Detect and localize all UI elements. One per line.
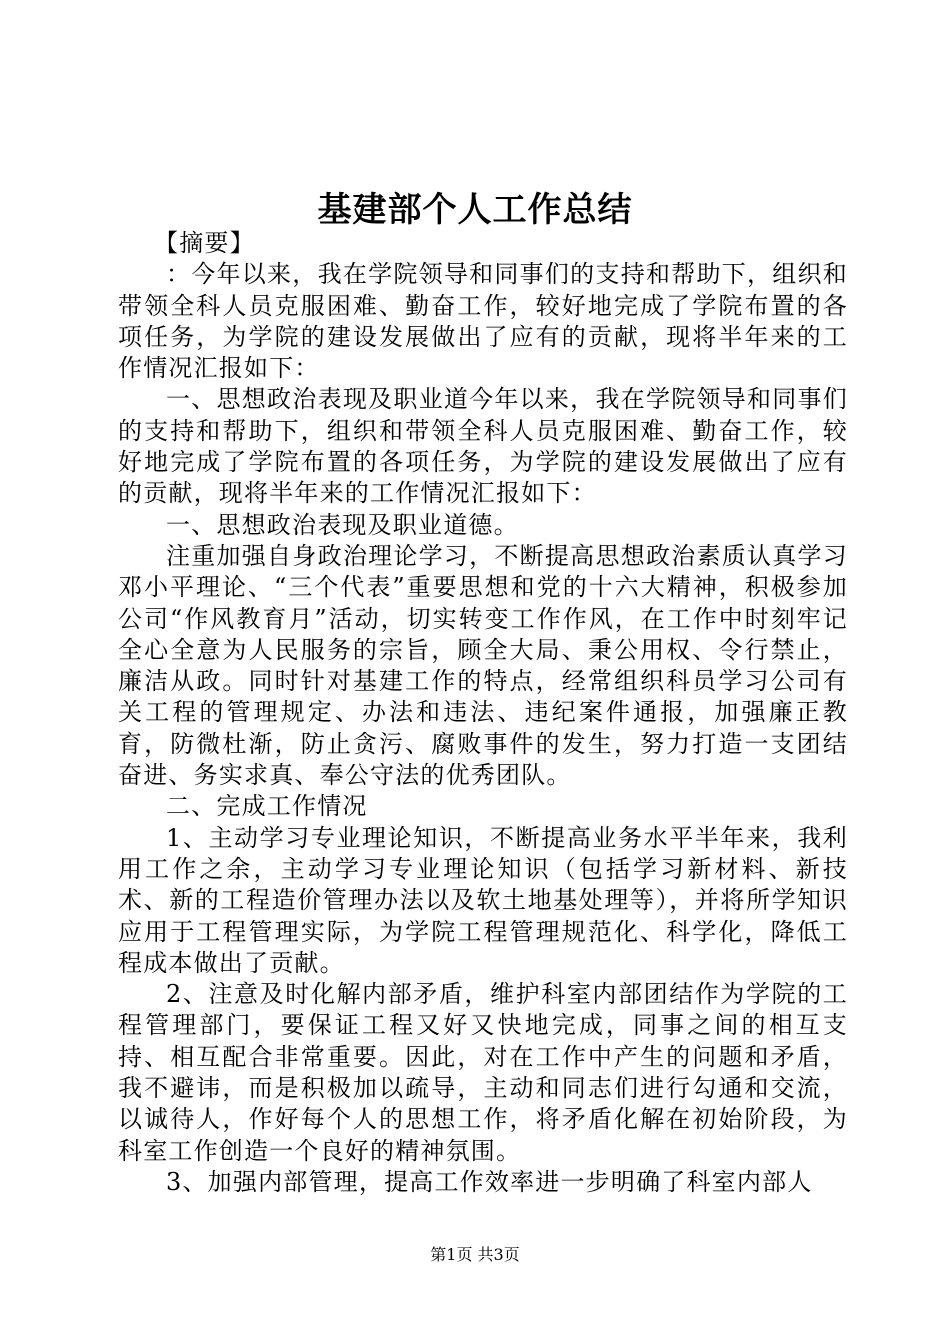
paragraph-section-1-intro: 一、思想政治表现及职业道今年以来，我在学院领导和同事们的支持和帮助下，组织和带领全科人员克服困难、勤奋工作，较好地完成了学院布置的各项任务，为学院的建设发展做出了应有的贡献，现将半年来的工作情况汇报如下： (118, 385, 848, 508)
section-heading-1: 一、思想政治表现及职业道德。 (166, 510, 519, 539)
abstract-heading: 【摘要】 (154, 229, 255, 257)
document-body (118, 228, 848, 1198)
page-footer: 第1页 共3页 (430, 1245, 520, 1264)
paragraph-abstract: ：今年以来，我在学院领导和同事们的支持和帮助下，组织和带领全科人员克服困难、勤奋工作，较好地完成了学院布置的各项任务，为学院的建设发展做出了应有的贡献，现将半年来的工作情况汇报如下： (118, 260, 848, 383)
paragraph-item-3: 3、加强内部管理，提高工作效率进一步明确了科室内部人 (166, 1167, 813, 1196)
paragraph-political-study: 注重加强自身政治理论学习，不断提高思想政治素质认真学习邓小平理论、“三个代表”重要思想和党的十六大精神，积极参加公司“作风教育月”活动，切实转变工作作风，在工作中时刻牢记全心全意为人民服务的宗旨，顾全大局、秉公用权、令行禁止，廉洁从政。同时针对基建工作的特点，经常组织科员学习公司有关工程的管理规定、办法和违法、违纪案件通报，加强廉正教育，防微杜渐，防止贪污、腐败事件的发生，努力打造一支团结奋进、务实求真、奉公守法的优秀团队。 (118, 541, 848, 790)
document-title: 基建部个人工作总结 (317, 190, 633, 230)
section-heading-2: 二、完成工作情况 (166, 792, 368, 821)
paragraph-item-2: 2、注意及时化解内部矛盾，维护科室内部团结作为学院的工程管理部门，要保证工程又好又快地完成，同事之间的相互支持、相互配合非常重要。因此，对在工作中产生的问题和矛盾，我不避讳，而是积极加以疏导，主动和同志们进行勾通和交流，以诚待人，作好每个人的思想工作，将矛盾化解在初始阶段，为科室工作创造一个良好的精神氛围。 (118, 980, 848, 1165)
paragraph-item-1: 1、主动学习专业理论知识，不断提高业务水平半年来，我利用工作之余，主动学习专业理论知识（包括学习新材料、新技术、新的工程造价管理办法以及软土地基处理等），并将所学知识应用于工程管理实际，为学院工程管理规范化、科学化，降低工程成本做出了贡献。 (118, 823, 848, 977)
